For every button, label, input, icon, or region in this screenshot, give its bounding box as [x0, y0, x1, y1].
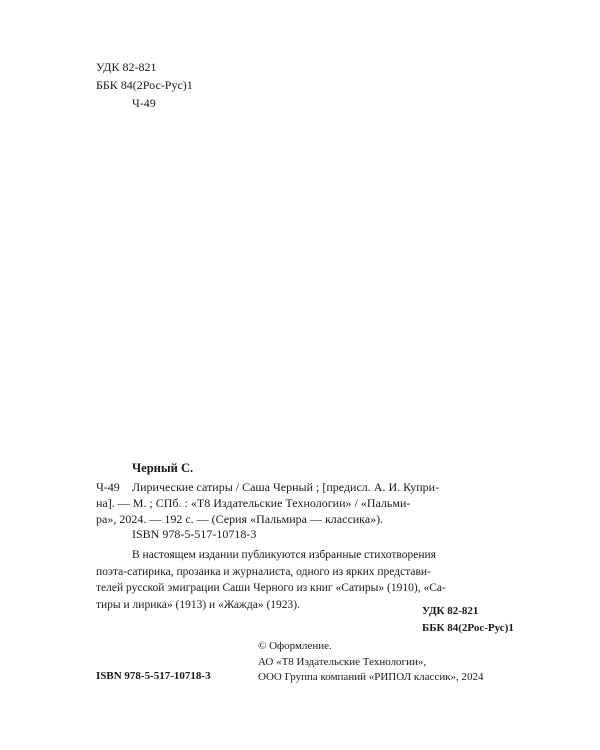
bbk-code-bold: ББК 84(2Рос-Рус)1: [422, 622, 514, 634]
entry-isbn: ISBN 978-5-517-10718-3: [132, 527, 257, 541]
copyright-line: © Оформление.: [258, 640, 332, 652]
entry-line: ра», 2024. — 192 с. — (Серия «Пальмира — классика»).: [96, 512, 384, 526]
abstract-line: поэта-сатирика, прозаика и журналиста, одного из ярких представи-: [96, 565, 431, 578]
top-classification-codes: [96, 58, 193, 112]
footer-isbn: ISBN 978-5-517-10718-3: [96, 670, 211, 682]
abstract-line: В настоящем издании публикуются избранные стихотворения: [132, 549, 436, 561]
bibliographic-entry: [96, 479, 510, 527]
right-classification-codes: [422, 603, 514, 637]
entry-line: Лирические сатиры / Саша Черный ; [предисл. А. И. Купри-: [132, 480, 440, 494]
udk-code: УДК 82-821: [96, 60, 157, 74]
copyright-line: ООО Группа компаний «РИПОЛ классик», 2024: [258, 671, 484, 683]
abstract-line: тиры и лирика» (1913) и «Жажда» (1923).: [96, 598, 300, 611]
entry-author-mark: Ч-49: [96, 480, 120, 494]
copyright-line: АО «Т8 Издательские Технологии»,: [258, 655, 427, 668]
entry-author: Черный С.: [132, 461, 194, 475]
udk-code-bold: УДК 82-821: [422, 605, 479, 617]
bbk-code: ББК 84(2Рос-Рус)1: [96, 78, 193, 92]
author-mark: Ч-49: [132, 96, 156, 110]
copyright-block: [258, 639, 518, 686]
entry-line: на]. — М. ; СПб. : «Т8 Издательские Технологии» / «Пальми-: [96, 496, 411, 510]
abstract-line: телей русской эмиграции Саши Черного из книг «Сатиры» (1910), «Са-: [96, 582, 446, 594]
